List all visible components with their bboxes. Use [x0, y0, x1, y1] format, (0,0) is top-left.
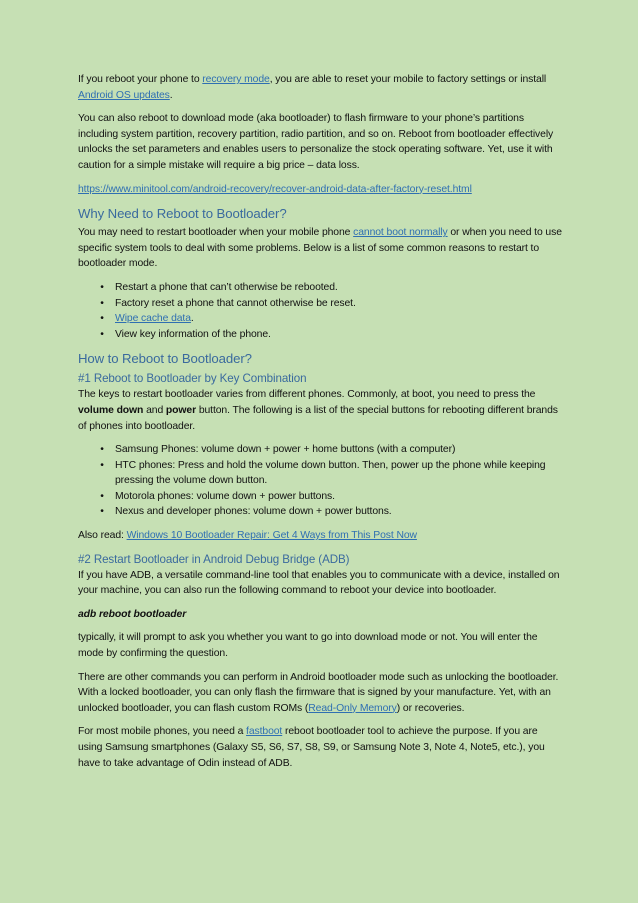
text: ) or recoveries. [396, 702, 465, 714]
android-os-updates-link[interactable]: Android OS updates [78, 89, 170, 101]
also-read-paragraph [78, 528, 562, 544]
bullet-icon: • [100, 506, 104, 518]
list-item [78, 327, 562, 343]
text: The keys to restart bootloader varies from different phones. Commonly, at boot, you need to press the [78, 389, 536, 401]
list-item [78, 458, 562, 489]
list-item-text: View key information of the phone. [115, 328, 271, 340]
list-item [78, 504, 562, 520]
read-only-memory-link[interactable]: Read-Only Memory [308, 702, 397, 714]
heading-method-2: #2 Restart Bootloader in Android Debug Bridge (ADB) [78, 552, 350, 566]
bullet-icon: • [100, 297, 104, 309]
list-item-text: Nexus and developer phones: volume down + power buttons. [115, 506, 392, 518]
list-item [78, 280, 562, 296]
text: For most mobile phones, you need a [78, 726, 247, 738]
bullet-icon: • [100, 328, 104, 340]
list-item-text: Samsung Phones: volume down + power + home buttons (with a computer) [115, 444, 456, 456]
text: . [169, 89, 173, 101]
list-item-text: HTC phones: Press and hold the volume down button. Then, power up the phone while keeping pressing the volume down button. [115, 459, 546, 487]
wipe-cache-data-link[interactable]: Wipe cache data [115, 313, 191, 325]
recovery-mode-link[interactable]: recovery mode [202, 74, 270, 85]
download-mode-paragraph: You can also reboot to download mode (aka bootloader) to flash firmware to your phone’s partitions including system partition, recovery partition, radio partition, and so on. Reboot from bootloader effectively unlocks the set parameters and enables users to personalize the stock operating software. Yet, use it with caution for a simple mistake will require a big price – data loss. [78, 113, 554, 171]
list-item-text: Restart a phone that can’t otherwise be rebooted. [115, 281, 338, 293]
fastboot-link[interactable]: fastboot [246, 726, 283, 738]
reasons-list [78, 280, 562, 342]
document-body [78, 72, 562, 779]
list-item [78, 489, 562, 505]
intro-paragraph [78, 72, 562, 103]
other-commands-paragraph [78, 670, 562, 717]
text: reboot bootloader tool to achieve the purpose. If you are using Samsung smartphones (Galaxy S5, S6, S7, S8, S9, or Samsung Note 3, Note 4, Note5, etc.), you have to take advantage of Odin instead of ADB. [78, 726, 545, 769]
key-combination-paragraph [78, 387, 562, 434]
list-item-text: Factory reset a phone that cannot otherwise be reset. [115, 297, 356, 309]
text: button. The following is a list of the special buttons for rebooting different brands of phones into bootloader. [78, 404, 558, 432]
fastboot-paragraph [78, 724, 562, 771]
bootloader-repair-link[interactable]: Windows 10 Bootloader Repair: Get 4 Ways from This Post Now [126, 530, 417, 542]
text: Also read: [78, 530, 127, 542]
bold-text: volume down [78, 404, 144, 416]
text: You may need to restart bootloader when your mobile phone [78, 227, 354, 239]
bullet-icon: • [100, 313, 104, 325]
bullet-icon: • [100, 444, 104, 456]
text: There are other commands you can perform in Android bootloader mode such as unlocking the bootloader. With a locked bootloader, you can only flash the firmware that is signed by your manufacture. Yet, with an unlocked bootloader, you can flash custom ROMs ( [78, 671, 559, 714]
text: and [143, 404, 166, 416]
text: If you reboot your phone to [78, 74, 203, 85]
heading-method-1: #1 Reboot to Bootloader by Key Combination [78, 372, 307, 386]
list-item [78, 296, 562, 312]
bold-text: power [165, 404, 197, 416]
heading-how-reboot: How to Reboot to Bootloader? [78, 351, 252, 367]
bullet-icon: • [100, 490, 104, 502]
prompt-paragraph: typically, it will prompt to ask you whether you want to go into download mode or not. You will enter the mode by confirming the question. [78, 632, 538, 660]
text: , you are able to reset your mobile to factory settings or install [269, 74, 547, 85]
why-paragraph [78, 225, 562, 272]
adb-paragraph: If you have ADB, a versatile command-line tool that enables you to communicate with a device, installed on your machine, you can also run the following command to reboot your device into bootloader. [78, 569, 560, 597]
cannot-boot-normally-link[interactable]: cannot boot normally [353, 227, 448, 239]
adb-command: adb reboot bootloader [78, 608, 187, 620]
text: . [190, 313, 194, 325]
bullet-icon: • [100, 281, 104, 293]
text: or when you need to use specific system tools to deal with some problems. Below is a list of some common reasons to restart to bootloader mode. [78, 227, 562, 270]
heading-why-reboot: Why Need to Reboot to Bootloader? [78, 206, 287, 222]
list-item [78, 311, 562, 327]
brands-list [78, 442, 562, 520]
bullet-icon: • [100, 459, 104, 471]
list-item [78, 442, 562, 458]
list-item-text: Motorola phones: volume down + power buttons. [115, 490, 335, 502]
source-url-link[interactable]: https://www.minitool.com/android-recovery/recover-android-data-after-factory-reset.html [78, 183, 472, 195]
